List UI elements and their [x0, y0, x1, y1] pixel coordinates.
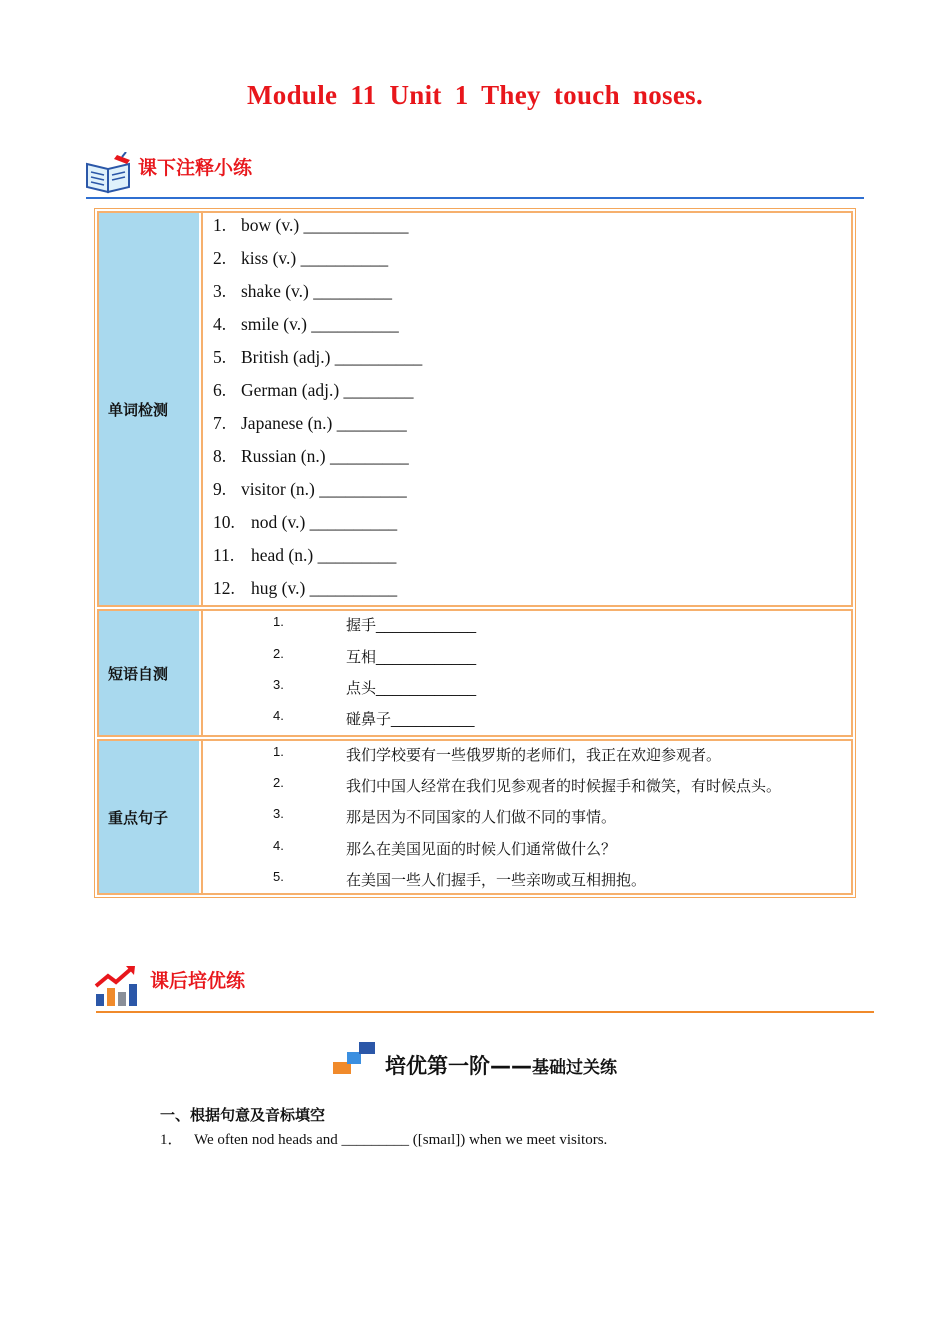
vocab-row	[97, 211, 853, 607]
practice-table	[94, 208, 856, 898]
divider	[86, 197, 864, 199]
sentences-row	[97, 739, 853, 895]
section-label: 课下注释小练	[138, 156, 253, 179]
growth-chart-icon	[94, 964, 138, 1008]
vocab-item: 6. German (adj.) ________	[213, 380, 414, 400]
vocab-item: 5. British (adj.) __________	[213, 347, 423, 367]
exercise-heading: 一、根据句意及音标填空	[160, 1106, 326, 1124]
book-icon	[84, 152, 134, 194]
sentences-cell: 1. 我们学校要有一些俄罗斯的老师们，我正在欢迎参观者。 2. 我们中国人经常在我们见参观者的时候握手和微笑，有时候点头。 3. 那是因为不同国家的人们做不同的事情。 4. 那么在美国见面的时候人们通常做什么？ 5. 在美国一些人们握手，一些亲吻或互相拥抱。	[201, 741, 851, 893]
vocab-item: 11. head (n.) _________	[213, 545, 397, 565]
vocab-item: 9. visitor (n.) __________	[213, 479, 407, 499]
row-label: 单词检测	[99, 213, 199, 605]
vocab-item: 12. hug (v.) __________	[213, 578, 398, 598]
section-header-practice	[94, 964, 245, 1008]
phrases-cell: 1. 握手____________ 2. 互相____________ 3. 点头____________ 4. 碰鼻子__________	[201, 611, 851, 735]
vocab-item: 10. nod (v.) __________	[213, 512, 398, 532]
vocab-item: 4. smile (v.) __________	[213, 314, 399, 334]
vocab-item: 1. bow (v.) ____________	[213, 215, 409, 235]
section-header-notes	[84, 152, 252, 194]
stairs-icon	[333, 1042, 377, 1076]
vocab-item: 7. Japanese (n.) ________	[213, 413, 407, 433]
vocab-item: 3. shake (v.) _________	[213, 281, 392, 301]
page-title: Module 11 Unit 1 They touch noses.	[246, 80, 703, 110]
vocab-item: 2. kiss (v.) __________	[213, 248, 389, 268]
exercise-question: 1． We often nod heads and _________ ([smaɪl]) when we meet visitors.	[160, 1132, 608, 1148]
section-label: 课后培优练	[150, 969, 246, 992]
phrases-row	[97, 609, 853, 737]
vocab-cell	[201, 213, 851, 605]
row-label: 重点句子	[99, 741, 199, 893]
row-label: 短语自测	[99, 611, 199, 735]
vocab-item: 8. Russian (n.) _________	[213, 446, 409, 466]
divider	[96, 1011, 874, 1013]
step-title: 培优第一阶——基础过关练	[0, 1050, 950, 1080]
